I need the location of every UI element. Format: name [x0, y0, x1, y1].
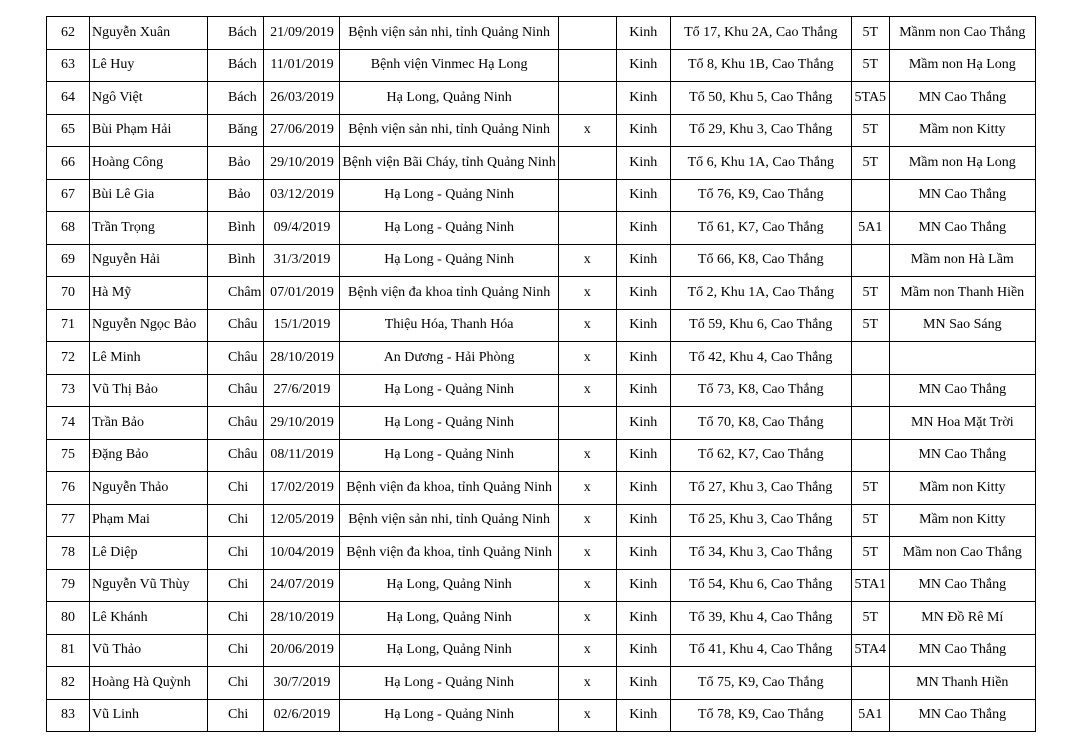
school-cell: MN Cao Thắng: [889, 179, 1035, 212]
birth-date-cell: 28/10/2019: [264, 602, 340, 635]
table-row: [47, 667, 1036, 700]
school-cell: Mầm non Kitty: [889, 472, 1035, 505]
ethnicity-cell: Kinh: [616, 342, 670, 375]
row-number-cell: 74: [47, 407, 90, 440]
address-cell: Tổ 34, Khu 3, Cao Thắng: [670, 537, 851, 570]
birth-place-cell: Bệnh viện sản nhi, tỉnh Quảng Ninh: [340, 114, 558, 147]
given-name-cell: Châu: [208, 374, 264, 407]
class-cell: 5T: [851, 114, 889, 147]
table-row: [47, 374, 1036, 407]
student-table: [46, 16, 1036, 732]
female-mark-cell: x: [558, 114, 616, 147]
female-mark-cell: x: [558, 504, 616, 537]
family-name-cell: Nguyễn Xuân: [90, 17, 208, 50]
address-cell: Tổ 8, Khu 1B, Cao Thắng: [670, 49, 851, 82]
table-row: [47, 82, 1036, 115]
birth-date-cell: 02/6/2019: [264, 699, 340, 732]
table-row: [47, 49, 1036, 82]
class-cell: 5T: [851, 17, 889, 50]
address-cell: Tổ 76, K9, Cao Thắng: [670, 179, 851, 212]
female-mark-cell: [558, 82, 616, 115]
birth-date-cell: 27/06/2019: [264, 114, 340, 147]
birth-date-cell: 29/10/2019: [264, 407, 340, 440]
given-name-cell: Bình: [208, 212, 264, 245]
birth-place-cell: Bệnh viện đa khoa tỉnh Quảng Ninh: [340, 277, 558, 310]
row-number-cell: 78: [47, 537, 90, 570]
table-row: [47, 212, 1036, 245]
school-cell: MN Cao Thắng: [889, 569, 1035, 602]
birth-date-cell: 29/10/2019: [264, 147, 340, 180]
row-number-cell: 81: [47, 634, 90, 667]
class-cell: [851, 667, 889, 700]
given-name-cell: Châu: [208, 439, 264, 472]
given-name-cell: Chi: [208, 634, 264, 667]
class-cell: 5TA5: [851, 82, 889, 115]
given-name-cell: Chi: [208, 537, 264, 570]
family-name-cell: Vũ Thị Bảo: [90, 374, 208, 407]
row-number-cell: 62: [47, 17, 90, 50]
school-cell: MN Thanh Hiền: [889, 667, 1035, 700]
given-name-cell: Bách: [208, 17, 264, 50]
address-cell: Tổ 75, K9, Cao Thắng: [670, 667, 851, 700]
family-name-cell: Ngô Việt: [90, 82, 208, 115]
school-cell: MN Cao Thắng: [889, 212, 1035, 245]
birth-date-cell: 09/4/2019: [264, 212, 340, 245]
given-name-cell: Chi: [208, 569, 264, 602]
address-cell: Tổ 66, K8, Cao Thắng: [670, 244, 851, 277]
table-row: [47, 114, 1036, 147]
row-number-cell: 82: [47, 667, 90, 700]
birth-place-cell: Hạ Long, Quảng Ninh: [340, 82, 558, 115]
class-cell: 5T: [851, 537, 889, 570]
female-mark-cell: [558, 147, 616, 180]
row-number-cell: 83: [47, 699, 90, 732]
address-cell: Tổ 41, Khu 4, Cao Thắng: [670, 634, 851, 667]
family-name-cell: Trần Bảo: [90, 407, 208, 440]
birth-place-cell: An Dương - Hải Phòng: [340, 342, 558, 375]
given-name-cell: Bảo: [208, 179, 264, 212]
birth-place-cell: Hạ Long - Quảng Ninh: [340, 667, 558, 700]
ethnicity-cell: Kinh: [616, 309, 670, 342]
ethnicity-cell: Kinh: [616, 439, 670, 472]
female-mark-cell: [558, 17, 616, 50]
family-name-cell: Lê Diệp: [90, 537, 208, 570]
birth-date-cell: 11/01/2019: [264, 49, 340, 82]
female-mark-cell: x: [558, 602, 616, 635]
ethnicity-cell: Kinh: [616, 667, 670, 700]
female-mark-cell: [558, 407, 616, 440]
given-name-cell: Bình: [208, 244, 264, 277]
address-cell: Tổ 25, Khu 3, Cao Thắng: [670, 504, 851, 537]
row-number-cell: 77: [47, 504, 90, 537]
school-cell: Mầm non Hạ Long: [889, 147, 1035, 180]
address-cell: Tổ 2, Khu 1A, Cao Thắng: [670, 277, 851, 310]
class-cell: 5TA4: [851, 634, 889, 667]
given-name-cell: Chi: [208, 472, 264, 505]
table-row: [47, 277, 1036, 310]
school-cell: MN Cao Thắng: [889, 374, 1035, 407]
table-row: [47, 244, 1036, 277]
female-mark-cell: x: [558, 244, 616, 277]
class-cell: [851, 342, 889, 375]
ethnicity-cell: Kinh: [616, 179, 670, 212]
school-cell: MN Cao Thắng: [889, 699, 1035, 732]
given-name-cell: Châu: [208, 309, 264, 342]
ethnicity-cell: Kinh: [616, 602, 670, 635]
ethnicity-cell: Kinh: [616, 374, 670, 407]
school-cell: MN Cao Thắng: [889, 634, 1035, 667]
row-number-cell: 70: [47, 277, 90, 310]
row-number-cell: 79: [47, 569, 90, 602]
table-row: [47, 537, 1036, 570]
table-row: [47, 602, 1036, 635]
row-number-cell: 64: [47, 82, 90, 115]
birth-date-cell: 08/11/2019: [264, 439, 340, 472]
birth-place-cell: Hạ Long - Quảng Ninh: [340, 699, 558, 732]
family-name-cell: Đặng Bảo: [90, 439, 208, 472]
birth-place-cell: Bệnh viện Vinmec Hạ Long: [340, 49, 558, 82]
ethnicity-cell: Kinh: [616, 537, 670, 570]
address-cell: Tổ 59, Khu 6, Cao Thắng: [670, 309, 851, 342]
class-cell: [851, 179, 889, 212]
school-cell: Mầm non Cao Thắng: [889, 537, 1035, 570]
birth-date-cell: 31/3/2019: [264, 244, 340, 277]
table-row: [47, 472, 1036, 505]
family-name-cell: Nguyễn Hải: [90, 244, 208, 277]
school-cell: MN Đồ Rê Mí: [889, 602, 1035, 635]
class-cell: 5T: [851, 277, 889, 310]
ethnicity-cell: Kinh: [616, 277, 670, 310]
ethnicity-cell: Kinh: [616, 147, 670, 180]
table-row: [47, 569, 1036, 602]
family-name-cell: Hoàng Hà Quỳnh: [90, 667, 208, 700]
birth-place-cell: Thiệu Hóa, Thanh Hóa: [340, 309, 558, 342]
female-mark-cell: x: [558, 472, 616, 505]
family-name-cell: Hoàng Công: [90, 147, 208, 180]
table-row: [47, 634, 1036, 667]
ethnicity-cell: Kinh: [616, 407, 670, 440]
female-mark-cell: x: [558, 537, 616, 570]
birth-place-cell: Bệnh viện Bãi Cháy, tỉnh Quảng Ninh: [340, 147, 558, 180]
class-cell: 5T: [851, 504, 889, 537]
birth-date-cell: 07/01/2019: [264, 277, 340, 310]
birth-date-cell: 26/03/2019: [264, 82, 340, 115]
birth-place-cell: Hạ Long - Quảng Ninh: [340, 244, 558, 277]
table-row: [47, 147, 1036, 180]
female-mark-cell: x: [558, 667, 616, 700]
birth-place-cell: Hạ Long, Quảng Ninh: [340, 569, 558, 602]
school-cell: [889, 342, 1035, 375]
birth-place-cell: Hạ Long, Quảng Ninh: [340, 634, 558, 667]
school-cell: Mầnm non Cao Thắng: [889, 17, 1035, 50]
birth-place-cell: Bệnh viện đa khoa, tỉnh Quảng Ninh: [340, 537, 558, 570]
row-number-cell: 71: [47, 309, 90, 342]
ethnicity-cell: Kinh: [616, 472, 670, 505]
school-cell: MN Cao Thắng: [889, 82, 1035, 115]
given-name-cell: Bách: [208, 49, 264, 82]
row-number-cell: 73: [47, 374, 90, 407]
class-cell: 5T: [851, 309, 889, 342]
row-number-cell: 68: [47, 212, 90, 245]
school-cell: Mầm non Kitty: [889, 114, 1035, 147]
address-cell: Tổ 73, K8, Cao Thắng: [670, 374, 851, 407]
family-name-cell: Nguyễn Vũ Thùy: [90, 569, 208, 602]
school-cell: Mầm non Hạ Long: [889, 49, 1035, 82]
birth-date-cell: 27/6/2019: [264, 374, 340, 407]
class-cell: 5T: [851, 49, 889, 82]
family-name-cell: Phạm Mai: [90, 504, 208, 537]
ethnicity-cell: Kinh: [616, 504, 670, 537]
female-mark-cell: x: [558, 634, 616, 667]
ethnicity-cell: Kinh: [616, 634, 670, 667]
school-cell: Mầm non Kitty: [889, 504, 1035, 537]
address-cell: Tổ 39, Khu 4, Cao Thắng: [670, 602, 851, 635]
row-number-cell: 75: [47, 439, 90, 472]
family-name-cell: Nguyễn Thảo: [90, 472, 208, 505]
birth-place-cell: Bệnh viện sản nhi, tỉnh Quảng Ninh: [340, 504, 558, 537]
birth-place-cell: Hạ Long - Quảng Ninh: [340, 439, 558, 472]
birth-date-cell: 15/1/2019: [264, 309, 340, 342]
class-cell: [851, 374, 889, 407]
address-cell: Tổ 61, K7, Cao Thắng: [670, 212, 851, 245]
address-cell: Tổ 50, Khu 5, Cao Thắng: [670, 82, 851, 115]
birth-date-cell: 28/10/2019: [264, 342, 340, 375]
female-mark-cell: x: [558, 342, 616, 375]
birth-date-cell: 12/05/2019: [264, 504, 340, 537]
table-row: [47, 504, 1036, 537]
birth-place-cell: Hạ Long - Quảng Ninh: [340, 179, 558, 212]
table-row: [47, 179, 1036, 212]
female-mark-cell: [558, 49, 616, 82]
family-name-cell: Vũ Linh: [90, 699, 208, 732]
row-number-cell: 80: [47, 602, 90, 635]
birth-place-cell: Hạ Long - Quảng Ninh: [340, 407, 558, 440]
address-cell: Tổ 29, Khu 3, Cao Thắng: [670, 114, 851, 147]
family-name-cell: Lê Khánh: [90, 602, 208, 635]
table-row: [47, 699, 1036, 732]
row-number-cell: 76: [47, 472, 90, 505]
address-cell: Tổ 70, K8, Cao Thắng: [670, 407, 851, 440]
address-cell: Tổ 78, K9, Cao Thắng: [670, 699, 851, 732]
class-cell: 5TA1: [851, 569, 889, 602]
table-row: [47, 407, 1036, 440]
birth-date-cell: 10/04/2019: [264, 537, 340, 570]
given-name-cell: Bách: [208, 82, 264, 115]
ethnicity-cell: Kinh: [616, 17, 670, 50]
female-mark-cell: x: [558, 439, 616, 472]
given-name-cell: Chi: [208, 667, 264, 700]
table-row: [47, 17, 1036, 50]
ethnicity-cell: Kinh: [616, 569, 670, 602]
given-name-cell: Chi: [208, 699, 264, 732]
class-cell: 5A1: [851, 212, 889, 245]
family-name-cell: Nguyễn Ngọc Bảo: [90, 309, 208, 342]
birth-place-cell: Hạ Long - Quảng Ninh: [340, 212, 558, 245]
row-number-cell: 67: [47, 179, 90, 212]
family-name-cell: Lê Minh: [90, 342, 208, 375]
given-name-cell: Bảo: [208, 147, 264, 180]
class-cell: 5T: [851, 602, 889, 635]
female-mark-cell: x: [558, 309, 616, 342]
family-name-cell: Hà Mỹ: [90, 277, 208, 310]
school-cell: Mầm non Hà Lầm: [889, 244, 1035, 277]
address-cell: Tổ 62, K7, Cao Thắng: [670, 439, 851, 472]
female-mark-cell: [558, 212, 616, 245]
given-name-cell: Băng: [208, 114, 264, 147]
given-name-cell: Châu: [208, 407, 264, 440]
class-cell: 5T: [851, 472, 889, 505]
school-cell: MN Hoa Mặt Trời: [889, 407, 1035, 440]
birth-place-cell: Bệnh viện đa khoa, tỉnh Quảng Ninh: [340, 472, 558, 505]
class-cell: [851, 244, 889, 277]
row-number-cell: 66: [47, 147, 90, 180]
birth-date-cell: 21/09/2019: [264, 17, 340, 50]
class-cell: [851, 439, 889, 472]
family-name-cell: Lê Huy: [90, 49, 208, 82]
row-number-cell: 72: [47, 342, 90, 375]
ethnicity-cell: Kinh: [616, 82, 670, 115]
class-cell: [851, 407, 889, 440]
school-cell: MN Cao Thắng: [889, 439, 1035, 472]
family-name-cell: Vũ Thảo: [90, 634, 208, 667]
ethnicity-cell: Kinh: [616, 114, 670, 147]
ethnicity-cell: Kinh: [616, 49, 670, 82]
class-cell: 5A1: [851, 699, 889, 732]
ethnicity-cell: Kinh: [616, 212, 670, 245]
address-cell: Tổ 54, Khu 6, Cao Thắng: [670, 569, 851, 602]
class-cell: 5T: [851, 147, 889, 180]
birth-date-cell: 17/02/2019: [264, 472, 340, 505]
address-cell: Tổ 6, Khu 1A, Cao Thắng: [670, 147, 851, 180]
female-mark-cell: x: [558, 699, 616, 732]
given-name-cell: Châu: [208, 342, 264, 375]
row-number-cell: 65: [47, 114, 90, 147]
birth-place-cell: Bệnh viện sản nhi, tỉnh Quảng Ninh: [340, 17, 558, 50]
table-row: [47, 309, 1036, 342]
family-name-cell: Bùi Lê Gia: [90, 179, 208, 212]
birth-place-cell: Hạ Long - Quảng Ninh: [340, 374, 558, 407]
table-row: [47, 439, 1036, 472]
ethnicity-cell: Kinh: [616, 699, 670, 732]
address-cell: Tổ 27, Khu 3, Cao Thắng: [670, 472, 851, 505]
given-name-cell: Chi: [208, 504, 264, 537]
table-row: [47, 342, 1036, 375]
family-name-cell: Trần Trọng: [90, 212, 208, 245]
family-name-cell: Bùi Phạm Hải: [90, 114, 208, 147]
birth-date-cell: 24/07/2019: [264, 569, 340, 602]
school-cell: Mầm non Thanh Hiền: [889, 277, 1035, 310]
female-mark-cell: [558, 179, 616, 212]
birth-date-cell: 20/06/2019: [264, 634, 340, 667]
female-mark-cell: x: [558, 277, 616, 310]
birth-date-cell: 30/7/2019: [264, 667, 340, 700]
given-name-cell: Châm: [208, 277, 264, 310]
birth-date-cell: 03/12/2019: [264, 179, 340, 212]
given-name-cell: Chi: [208, 602, 264, 635]
address-cell: Tổ 42, Khu 4, Cao Thắng: [670, 342, 851, 375]
row-number-cell: 63: [47, 49, 90, 82]
ethnicity-cell: Kinh: [616, 244, 670, 277]
address-cell: Tổ 17, Khu 2A, Cao Thắng: [670, 17, 851, 50]
row-number-cell: 69: [47, 244, 90, 277]
birth-place-cell: Hạ Long, Quảng Ninh: [340, 602, 558, 635]
school-cell: MN Sao Sáng: [889, 309, 1035, 342]
female-mark-cell: x: [558, 569, 616, 602]
female-mark-cell: x: [558, 374, 616, 407]
